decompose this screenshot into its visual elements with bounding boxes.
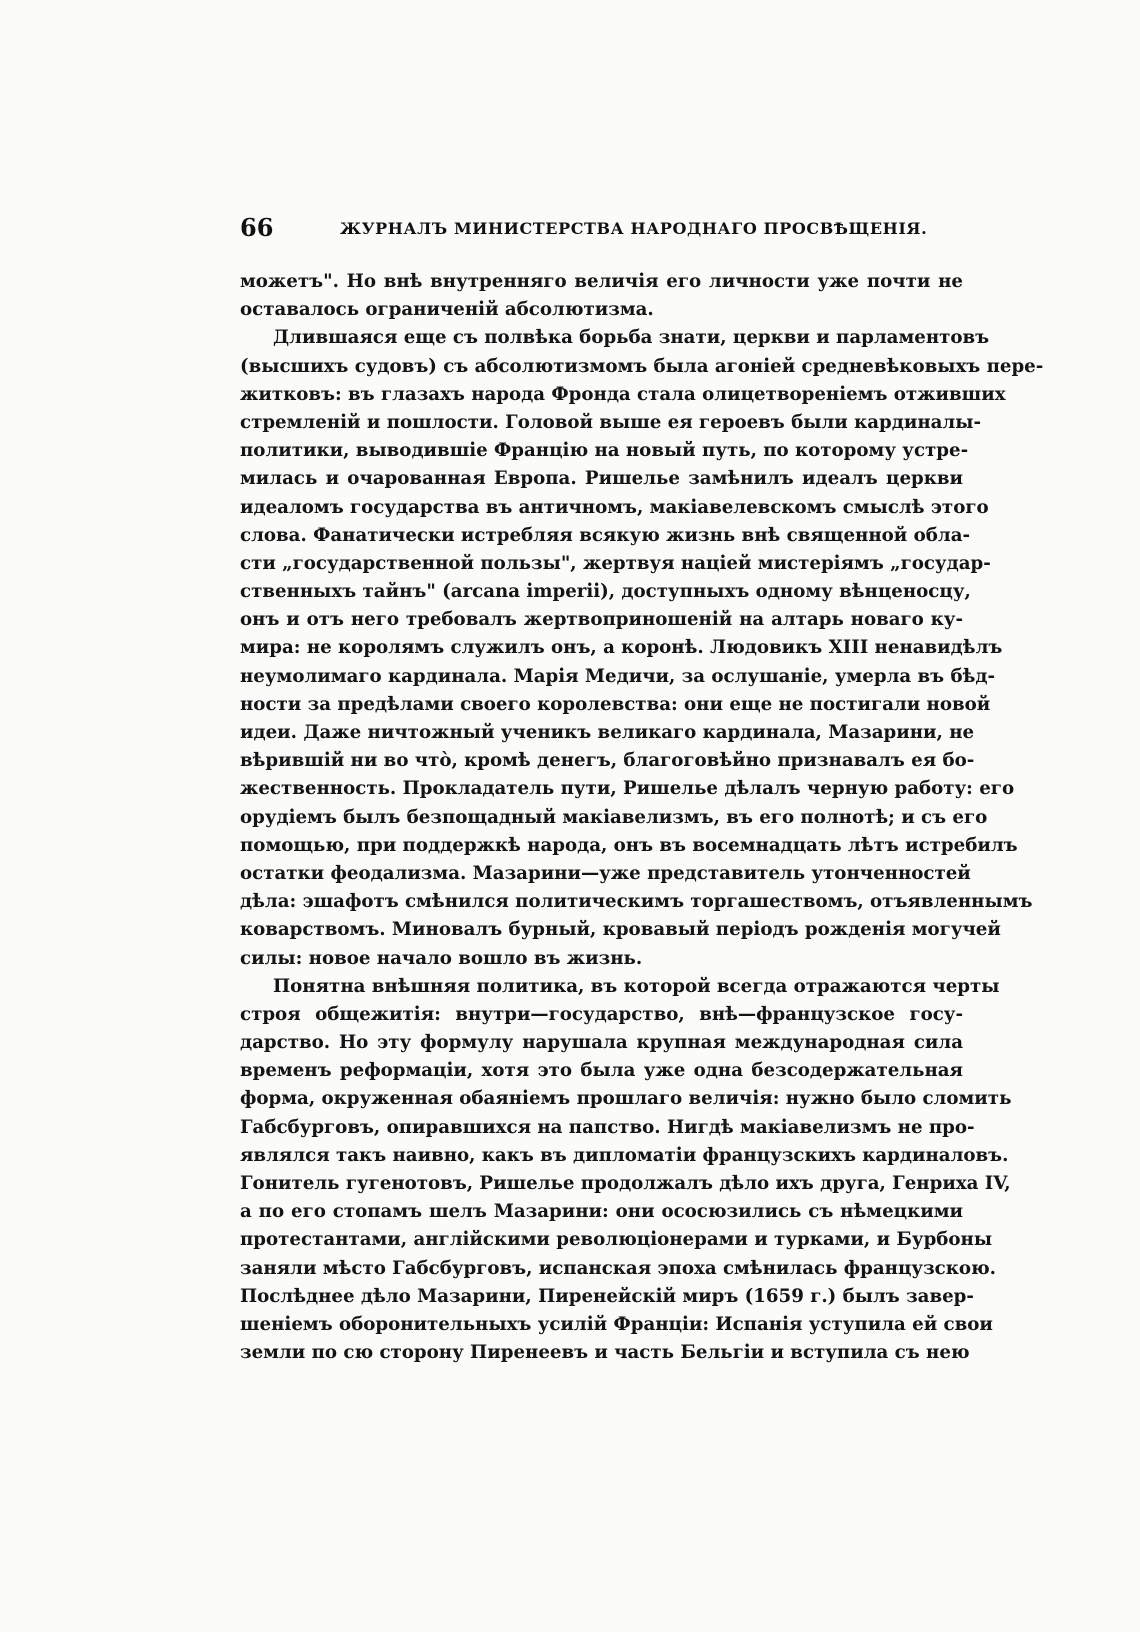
text-line: Понятна внѣшняя политика, въ которой всегда отражаются черты	[273, 975, 1000, 997]
text-line: идеаломъ государства въ античномъ, макіавелевскомъ смыслѣ этого	[240, 496, 989, 518]
text-line: протестантами, англійскими революціонерами и турками, и Бурбоны	[240, 1229, 993, 1251]
text-line: идеи. Даже ничтожный ученикъ великаго кардинала, Мазарини, не	[240, 722, 975, 743]
text-line: шеніемъ оборонительныхъ усилій Франціи: Испанія уступила ей свои	[240, 1313, 993, 1335]
text-line: силы: новое начало вошло въ жизнь.	[240, 947, 643, 969]
page-number: 66	[240, 213, 274, 242]
text-line: сти „государственной пользы", жертвуя націей мистеріямъ „государ-	[240, 552, 991, 574]
text-line: политики, выводившіе Францію на новый путь, по которому устре-	[240, 440, 969, 462]
text-line: жественность. Прокладатель пути, Ришелье дѣлалъ черную работу: его	[240, 778, 1015, 800]
text-line: можетъ". Но внѣ внутренняго величія его личности уже почти не	[240, 271, 963, 292]
text-line: неумолимаго кардинала. Марія Медичи, за ослушаніе, умерла въ бѣд-	[240, 665, 996, 687]
text-line: онъ и отъ него требовалъ жертвоприношеній на алтарь новаго ку-	[240, 609, 963, 631]
paragraph	[240, 324, 1044, 972]
text-line: вѣрившій ни во что̀, кромѣ денегъ, благоговѣйно признавалъ ея бо-	[240, 750, 975, 772]
paragraph	[240, 973, 1012, 1368]
text-line: житковъ: въ глазахъ народа Фронда стала олицетвореніемъ отживших	[240, 383, 1006, 405]
text-line: заняли мѣсто Габсбурговъ, испанская эпоха смѣнилась французскою.	[240, 1257, 996, 1279]
text-line: являлся такъ наивно, какъ въ дипломатіи французскихъ кардиналовъ.	[240, 1144, 1009, 1166]
text-line: орудіемъ былъ безпощадный макіавелизмъ, въ его полнотѣ; и съ его	[240, 806, 988, 828]
text-line: Послѣднее дѣло Мазарини, Пиренейскій миръ (1659 г.) былъ завер-	[240, 1285, 974, 1307]
text-line: Габсбурговъ, опиравшихся на папство. Нигдѣ макіавелизмъ не про-	[240, 1116, 975, 1138]
body-text	[240, 268, 1044, 1367]
text-line: строя общежитія: внутри—государство, внѣ—французское госу-	[240, 1003, 963, 1025]
text-line: ности за предѣлами своего королевства: они еще не постигали новой	[240, 693, 991, 715]
text-line: Длившаяся еще съ полвѣка борьба знати, церкви и парламентовъ	[273, 327, 990, 349]
text-line: (высшихъ судовъ) съ абсолютизмомъ была агоніей средневѣковыхъ пере-	[240, 355, 1044, 377]
text-line: форма, окруженная обаяніемъ прошлаго величія: нужно было сломить	[240, 1088, 1012, 1110]
text-line: а по его стопамъ шелъ Мазарини: они ососюзились съ нѣмецкими	[240, 1201, 963, 1223]
text-line: мира: не королямъ служилъ онъ, а коронѣ. Людовикъ XIII ненавидѣлъ	[240, 637, 1003, 659]
text-line: помощью, при поддержкѣ народа, онъ въ восемнадцать лѣтъ истребилъ	[240, 834, 1018, 856]
text-line: дарство. Но эту формулу нарушала крупная международная сила	[240, 1032, 963, 1054]
text-line: оставалось ограниченій абсолютизма.	[240, 299, 654, 321]
text-line: дѣла: эшафотъ смѣнился политическимъ торгашествомъ, отъявленнымъ	[240, 891, 1033, 913]
text-line: слова. Фанатически истребляя всякую жизнь внѣ священной обла-	[240, 524, 971, 546]
text-line: ственныхъ тайнъ" (arcana imperii), доступныхъ одному вѣнценосцу,	[240, 581, 971, 603]
paragraph	[240, 268, 963, 324]
text-line: земли по сю сторону Пиренеевъ и часть Бельгіи и вступила съ нею	[240, 1342, 970, 1364]
text-line: милась и очарованная Европа. Ришелье замѣнилъ идеалъ церкви	[240, 468, 963, 490]
text-line: стремленій и пошлости. Головой выше ея героевъ были кардиналы-	[240, 411, 982, 433]
text-line: Гонитель гугенотовъ, Ришелье продолжалъ дѣло ихъ друга, Генриха IV,	[240, 1173, 1011, 1194]
text-line: коварствомъ. Миновалъ бурный, кровавый періодъ рожденія могучей	[240, 919, 1001, 941]
text-line: временъ реформаціи, хотя это была уже одна безсодержательная	[240, 1060, 963, 1082]
text-line: остатки феодализма. Мазарини—уже представитель утонченностей	[240, 862, 971, 884]
page-header	[240, 213, 963, 253]
running-head: ЖУРНАЛЪ МИНИСТЕРСТВА НАРОДНАГО ПРОСВѢЩЕНІЯ.	[340, 219, 928, 238]
